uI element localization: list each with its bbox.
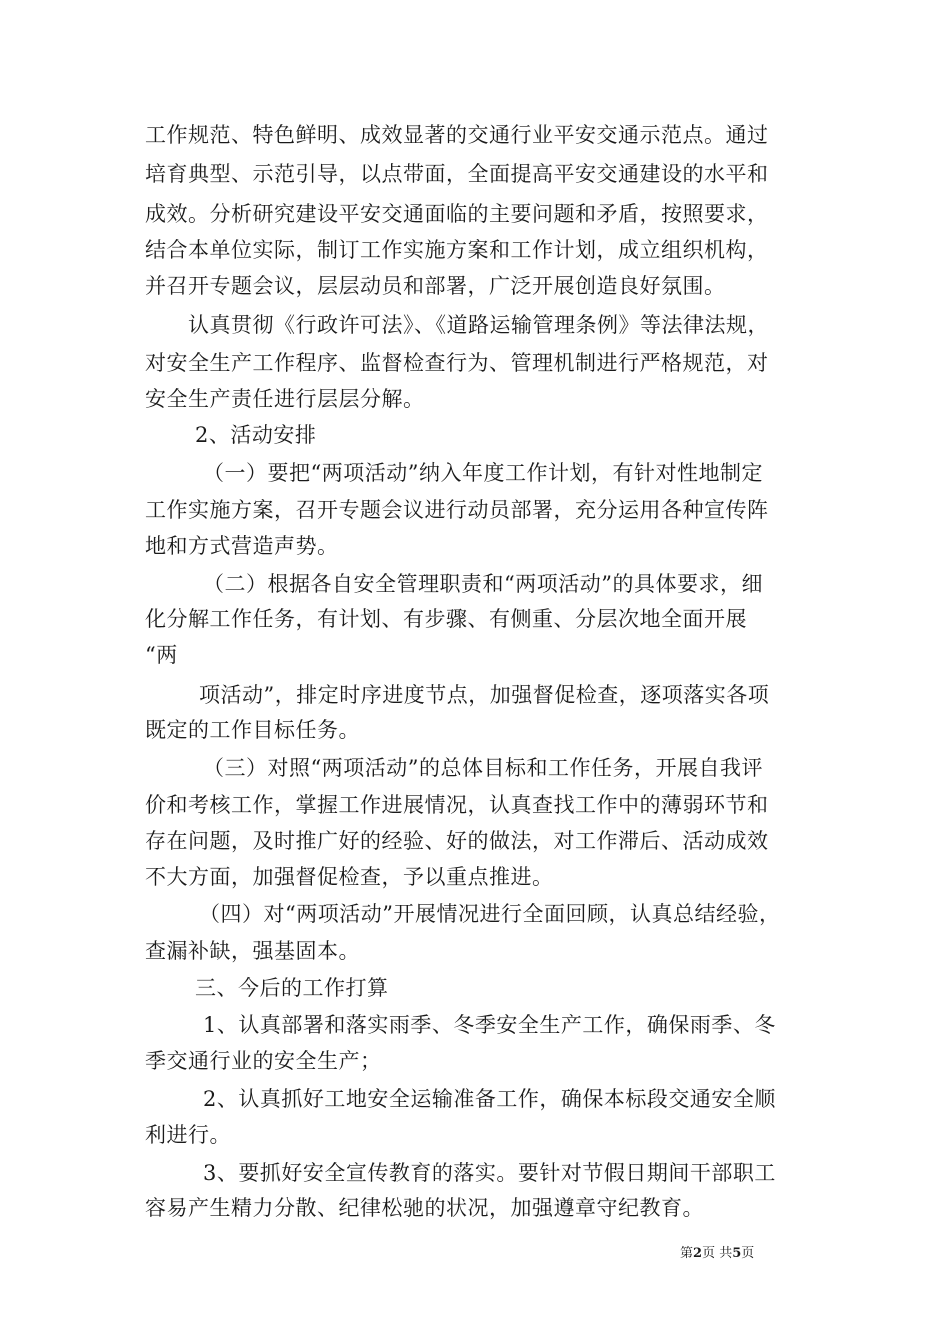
- current-page: 2: [693, 1246, 703, 1261]
- text-line: 工作实施方案，召开专题会议进行动员部署，充分运用各种宣传阵: [145, 498, 769, 522]
- text-line: 并召开专题会议，层层动员和部署，广泛开展创造良好氛围。: [145, 274, 726, 298]
- text-line: 地和方式营造声势。: [145, 534, 339, 558]
- text-line: 既定的工作目标任务。: [145, 718, 360, 742]
- text-line: （三）对照“两项活动”的总体目标和工作任务，开展自我评: [203, 756, 763, 780]
- text-line: 认真贯彻《行政许可法》、《道路运输管理条例》等法律法规，: [188, 313, 769, 337]
- page-number: [680, 1245, 754, 1263]
- text-line: 查漏补缺，强基固本。: [145, 939, 360, 963]
- text-line: 培育典型、示范引导，以点带面，全面提高平安交通建设的水平和: [145, 162, 769, 186]
- text-line: （二）根据各自安全管理职责和“两项活动”的具体要求，细: [203, 572, 763, 596]
- text-line: （四）对“两项活动”开展情况进行全面回顾，认真总结经验，: [199, 902, 781, 926]
- text-line: 结合本单位实际，制订工作实施方案和工作计划，成立组织机构，: [145, 238, 769, 262]
- text-line: 1、认真部署和落实雨季、冬季安全生产工作，确保雨季、冬: [203, 1013, 776, 1037]
- text-line: 价和考核工作，掌握工作进展情况，认真查找工作中的薄弱环节和: [145, 793, 769, 817]
- text-line: 化分解工作任务，有计划、有步骤、有侧重、分层次地全面开展: [145, 607, 747, 631]
- total-pages: 5: [732, 1246, 742, 1261]
- text-line: 容易产生精力分散、纪律松驰的状况，加强遵章守纪教育。: [145, 1196, 704, 1220]
- text-line: 对安全生产工作程序、监督检查行为、管理机制进行严格规范，对: [145, 351, 769, 375]
- text-line: 安全生产责任进行层层分解。: [145, 387, 425, 411]
- text-line: 项活动”，排定时序进度节点，加强督促检查，逐项落实各项: [199, 683, 770, 707]
- text-line: 利进行。: [145, 1123, 231, 1147]
- section-heading: 2、活动安排: [195, 423, 317, 447]
- page-number-suffix: 页: [741, 1246, 755, 1261]
- text-line: 工作规范、特色鲜明、成效显著的交通行业平安交通示范点。通过: [145, 123, 769, 147]
- text-line: 成效。分析研究建设平安交通面临的主要问题和矛盾，按照要求，: [145, 202, 769, 226]
- text-line: 存在问题，及时推广好的经验、好的做法，对工作滞后、活动成效: [145, 829, 769, 853]
- text-line: “两: [145, 643, 178, 667]
- section-heading: 三、今后的工作打算: [195, 976, 389, 1000]
- text-line: 不大方面，加强督促检查，予以重点推进。: [145, 865, 554, 889]
- text-line: 3、要抓好安全宣传教育的落实。要针对节假日期间干部职工: [203, 1161, 776, 1185]
- text-line: 2、认真抓好工地安全运输准备工作，确保本标段交通安全顺: [203, 1087, 776, 1111]
- text-line: 季交通行业的安全生产；: [145, 1049, 382, 1073]
- page-number-middle: 页 共: [702, 1246, 733, 1261]
- text-line: （一）要把“两项活动”纳入年度工作计划，有针对性地制定: [203, 461, 763, 485]
- page-number-prefix: 第: [680, 1246, 694, 1261]
